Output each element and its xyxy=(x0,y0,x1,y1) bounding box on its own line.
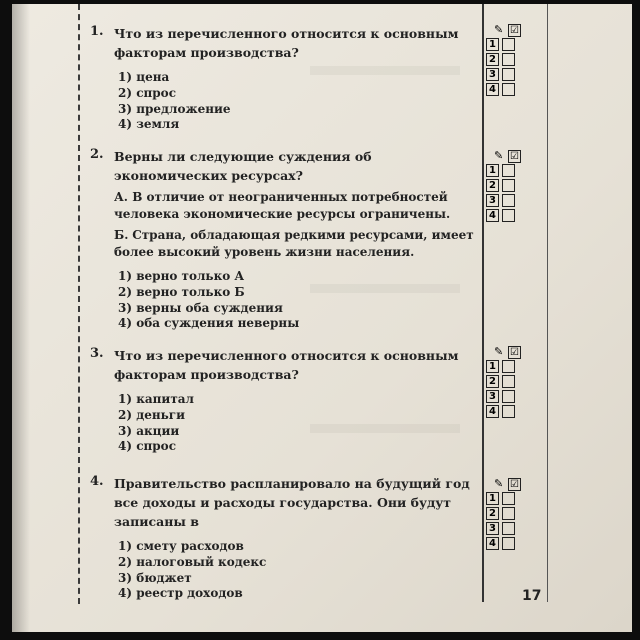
question-text: Что из перечисленного относится к основным факторам производства? xyxy=(114,348,459,382)
answer-number: 2 xyxy=(486,507,499,520)
page-number: 17 xyxy=(522,588,542,604)
answer-options xyxy=(118,392,482,455)
answer-checkbox[interactable] xyxy=(502,179,515,192)
answer-option[interactable]: 1) цена xyxy=(118,70,170,84)
answer-checkbox[interactable] xyxy=(502,164,515,177)
answer-checkbox[interactable] xyxy=(502,507,515,520)
check-icon: ☑ xyxy=(508,346,521,359)
question-2 xyxy=(82,147,482,332)
statement-text: Страна, обладающая редкими ресурсами, имеет более высокий уровень жизни населения. xyxy=(114,228,474,259)
answer-number: 4 xyxy=(486,209,499,222)
question-number: 4. xyxy=(90,474,104,489)
answer-number: 3 xyxy=(486,194,499,207)
answer-number: 4 xyxy=(486,83,499,96)
answer-option[interactable]: 1) верно только А xyxy=(118,269,245,283)
statement-label: Б. xyxy=(114,228,129,242)
check-icon: ☑ xyxy=(508,150,521,163)
answer-number: 4 xyxy=(486,537,499,550)
question-3 xyxy=(82,346,482,455)
answer-checkbox[interactable] xyxy=(502,38,515,51)
statement-b xyxy=(114,227,482,261)
check-icon: ☑ xyxy=(508,24,521,37)
answer-number: 1 xyxy=(486,360,499,373)
page-shadow xyxy=(12,4,30,632)
answer-option[interactable]: 3) предложение xyxy=(118,101,231,116)
answer-option[interactable]: 4) реестр доходов xyxy=(118,586,243,601)
answer-checkbox[interactable] xyxy=(502,68,515,81)
answer-checkbox[interactable] xyxy=(502,522,515,535)
answer-number: 1 xyxy=(486,492,499,505)
answer-option[interactable]: 3) бюджет xyxy=(118,570,192,585)
answer-option[interactable]: 2) спрос xyxy=(118,85,176,100)
answer-option[interactable]: 2) верно только Б xyxy=(118,284,245,299)
pen-icon: ✎ xyxy=(494,345,504,358)
answer-number: 4 xyxy=(486,405,499,418)
answer-checkbox[interactable] xyxy=(502,83,515,96)
answer-number: 2 xyxy=(486,375,499,388)
worksheet-page xyxy=(12,4,632,632)
answer-column-border-right xyxy=(547,4,548,602)
answer-checkbox[interactable] xyxy=(502,537,515,550)
answer-checkbox[interactable] xyxy=(502,53,515,66)
statement-label: А. xyxy=(114,190,128,204)
answer-number: 3 xyxy=(486,522,499,535)
question-number: 1. xyxy=(90,24,104,39)
answer-options xyxy=(118,70,482,133)
answer-number: 3 xyxy=(486,390,499,403)
answer-number: 1 xyxy=(486,38,499,51)
answer-option[interactable]: 3) акции xyxy=(118,423,180,438)
statement-text: В отличие от неограниченных потребностей человека экономические ресурсы ограничены. xyxy=(114,190,451,221)
answer-checkbox[interactable] xyxy=(502,390,515,403)
answer-option[interactable]: 4) спрос xyxy=(118,439,176,454)
answer-option[interactable]: 4) земля xyxy=(118,117,180,132)
question-text: Правительство распланировало на будущий год все доходы и расходы государства. Они будут записаны в xyxy=(114,476,470,529)
answer-number: 1 xyxy=(486,164,499,177)
answer-checkbox[interactable] xyxy=(502,360,515,373)
answer-options xyxy=(118,539,482,602)
answer-option[interactable]: 2) налоговый кодекс xyxy=(118,554,267,569)
answer-checkbox[interactable] xyxy=(502,492,515,505)
answer-option[interactable]: 4) оба суждения неверны xyxy=(118,316,300,331)
question-1 xyxy=(82,24,482,133)
answer-option[interactable]: 1) капитал xyxy=(118,392,195,406)
answer-checkbox[interactable] xyxy=(502,405,515,418)
check-icon: ☑ xyxy=(508,478,521,491)
cut-line xyxy=(78,4,80,604)
pen-icon: ✎ xyxy=(494,149,504,162)
answer-number: 3 xyxy=(486,68,499,81)
answer-checkbox[interactable] xyxy=(502,375,515,388)
pen-icon: ✎ xyxy=(494,477,504,490)
question-4 xyxy=(82,474,482,602)
question-text: Верны ли следующие суждения об экономических ресурсах? xyxy=(114,149,372,183)
statement-a xyxy=(114,189,482,223)
answer-option[interactable]: 2) деньги xyxy=(118,407,186,422)
answer-option[interactable]: 1) смету расходов xyxy=(118,539,244,553)
answer-checkbox[interactable] xyxy=(502,194,515,207)
answer-option[interactable]: 3) верны оба суждения xyxy=(118,300,283,315)
pen-icon: ✎ xyxy=(494,23,504,36)
answer-number: 2 xyxy=(486,179,499,192)
question-number: 3. xyxy=(90,346,104,361)
question-text: Что из перечисленного относится к основным факторам производства? xyxy=(114,26,459,60)
answer-options xyxy=(118,269,482,332)
answer-number: 2 xyxy=(486,53,499,66)
answer-column-border xyxy=(482,4,484,602)
question-number: 2. xyxy=(90,147,104,162)
answer-checkbox[interactable] xyxy=(502,209,515,222)
